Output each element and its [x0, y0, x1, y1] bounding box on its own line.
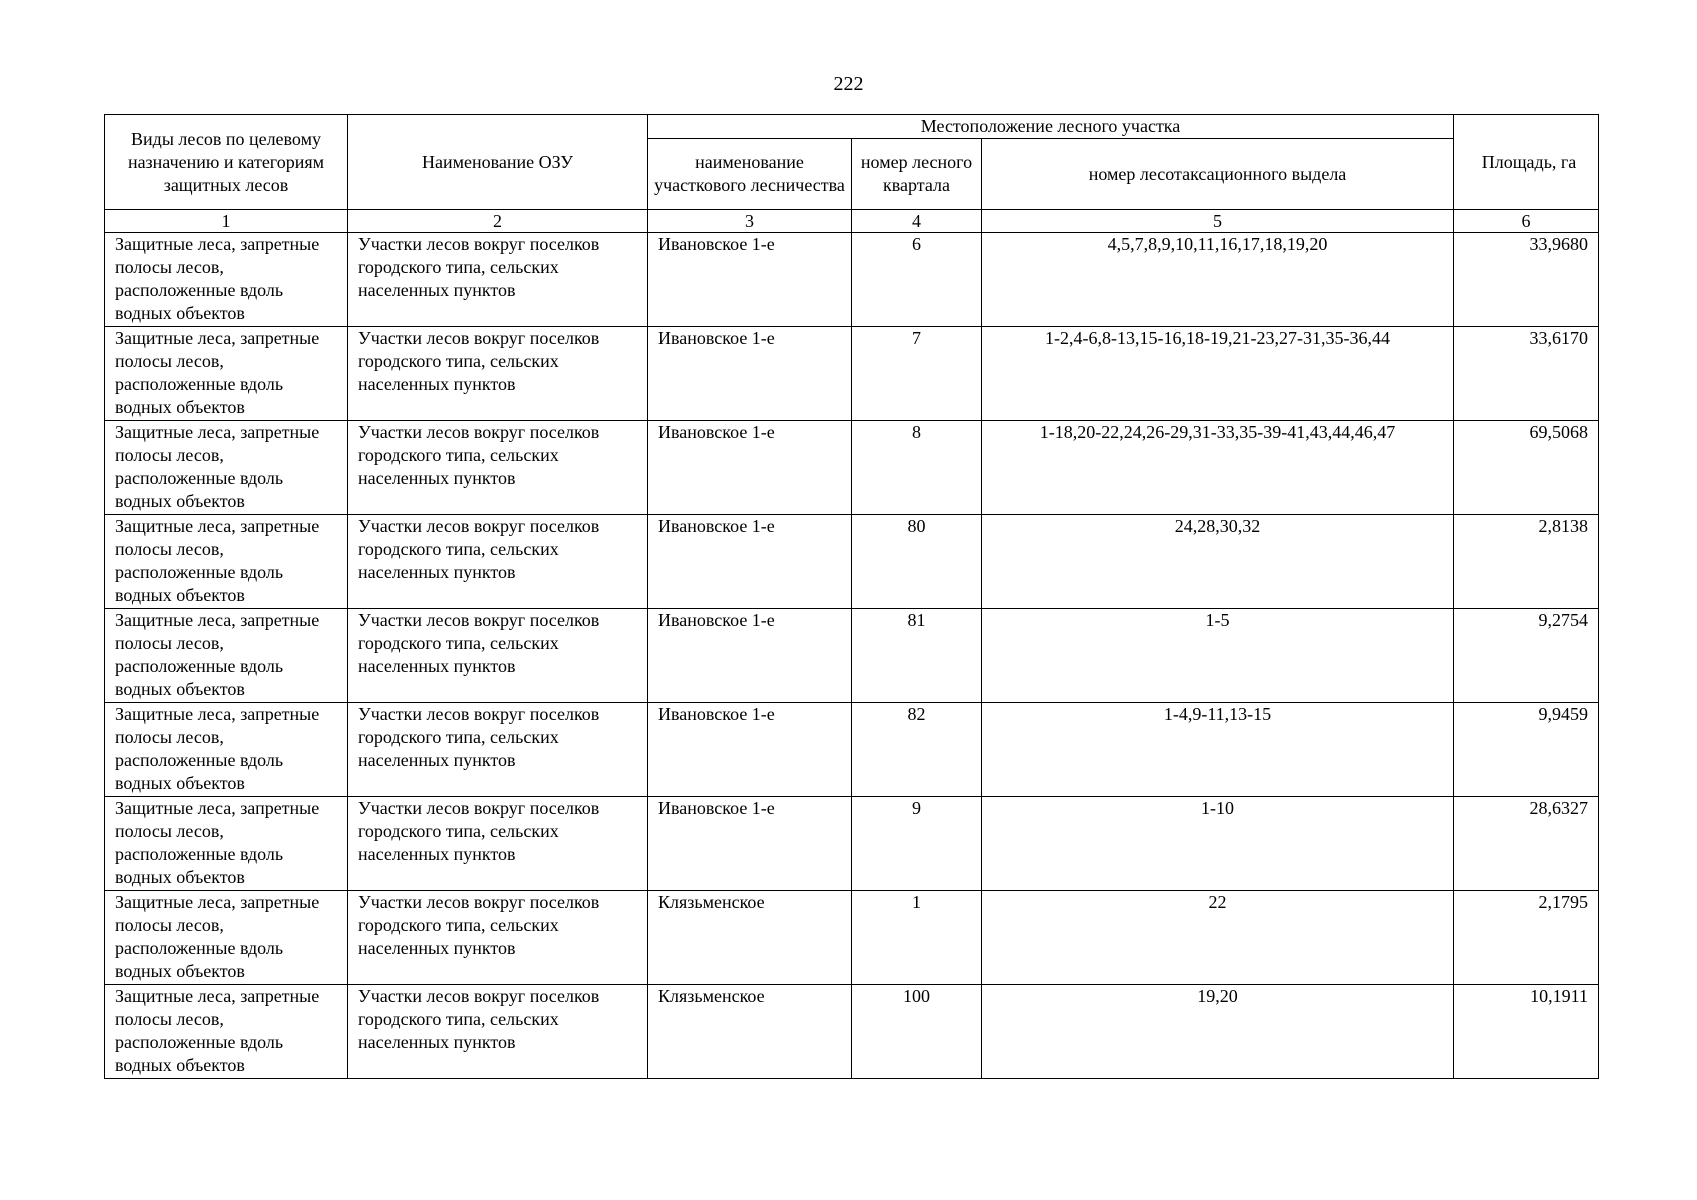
forestry-name-cell: Ивановское 1-е: [648, 797, 852, 891]
table-row: [105, 703, 1599, 797]
forestry-name-cell: Ивановское 1-е: [648, 233, 852, 327]
column-number: 5: [982, 210, 1454, 233]
forest-type-cell: Защитные леса, запретные полосы лесов, расположенные вдоль водных объектов: [105, 703, 348, 797]
table-row: [105, 891, 1599, 985]
ozu-name-cell: Участки лесов вокруг поселков городского типа, сельских населенных пунктов: [348, 985, 648, 1079]
page-number: 222: [833, 73, 864, 95]
area-cell: 2,1795: [1454, 891, 1599, 985]
area-cell: 33,9680: [1454, 233, 1599, 327]
area-cell: 33,6170: [1454, 327, 1599, 421]
forest-type-cell: Защитные леса, запретные полосы лесов, расположенные вдоль водных объектов: [105, 421, 348, 515]
quarter-number-cell: 82: [852, 703, 982, 797]
column-number: 3: [648, 210, 852, 233]
area-cell: 9,9459: [1454, 703, 1599, 797]
table-row: [105, 233, 1599, 327]
forest-type-cell: Защитные леса, запретные полосы лесов, расположенные вдоль водных объектов: [105, 327, 348, 421]
header-allotment-number: номер лесотаксационного выдела: [982, 139, 1454, 210]
header-quarter-number: номер лесного квартала: [852, 139, 982, 210]
ozu-name-cell: Участки лесов вокруг поселков городского типа, сельских населенных пунктов: [348, 703, 648, 797]
allotment-number-cell: 1-4,9-11,13-15: [982, 703, 1454, 797]
area-cell: 28,6327: [1454, 797, 1599, 891]
allotment-number-cell: 24,28,30,32: [982, 515, 1454, 609]
column-number: 1: [105, 210, 348, 233]
forest-type-cell: Защитные леса, запретные полосы лесов, расположенные вдоль водных объектов: [105, 891, 348, 985]
allotment-number-cell: 1-5: [982, 609, 1454, 703]
table-row: [105, 797, 1599, 891]
quarter-number-cell: 80: [852, 515, 982, 609]
column-number: 4: [852, 210, 982, 233]
quarter-number-cell: 81: [852, 609, 982, 703]
forest-type-cell: Защитные леса, запретные полосы лесов, расположенные вдоль водных объектов: [105, 985, 348, 1079]
table-row: [105, 985, 1599, 1079]
forestry-name-cell: Клязьменское: [648, 891, 852, 985]
forestry-name-cell: Ивановское 1-е: [648, 703, 852, 797]
ozu-name-cell: Участки лесов вокруг поселков городского типа, сельских населенных пунктов: [348, 327, 648, 421]
quarter-number-cell: 6: [852, 233, 982, 327]
forest-type-cell: Защитные леса, запретные полосы лесов, расположенные вдоль водных объектов: [105, 233, 348, 327]
forest-type-cell: Защитные леса, запретные полосы лесов, расположенные вдоль водных объектов: [105, 797, 348, 891]
column-number-row: [105, 210, 1599, 233]
ozu-name-cell: Участки лесов вокруг поселков городского типа, сельских населенных пунктов: [348, 421, 648, 515]
quarter-number-cell: 9: [852, 797, 982, 891]
table-row: [105, 609, 1599, 703]
table-row: [105, 327, 1599, 421]
header-ozu-name: Наименование ОЗУ: [348, 115, 648, 210]
header-row: [105, 115, 1599, 139]
header-area: Площадь, га: [1454, 115, 1599, 210]
allotment-number-cell: 4,5,7,8,9,10,11,16,17,18,19,20: [982, 233, 1454, 327]
forest-table: [104, 114, 1599, 1079]
ozu-name-cell: Участки лесов вокруг поселков городского типа, сельских населенных пунктов: [348, 515, 648, 609]
header-forestry-name: наименование участкового лесничества: [648, 139, 852, 210]
forest-type-cell: Защитные леса, запретные полосы лесов, расположенные вдоль водных объектов: [105, 515, 348, 609]
column-number: 2: [348, 210, 648, 233]
allotment-number-cell: 1-18,20-22,24,26-29,31-33,35-39-41,43,44,46,47: [982, 421, 1454, 515]
header-location-group: Местоположение лесного участка: [648, 115, 1454, 139]
quarter-number-cell: 8: [852, 421, 982, 515]
quarter-number-cell: 100: [852, 985, 982, 1079]
forestry-name-cell: Ивановское 1-е: [648, 327, 852, 421]
allotment-number-cell: 22: [982, 891, 1454, 985]
area-cell: 9,2754: [1454, 609, 1599, 703]
table-row: [105, 421, 1599, 515]
allotment-number-cell: 19,20: [982, 985, 1454, 1079]
table-row: [105, 515, 1599, 609]
forestry-name-cell: Клязьменское: [648, 985, 852, 1079]
forestry-name-cell: Ивановское 1-е: [648, 515, 852, 609]
forestry-name-cell: Ивановское 1-е: [648, 609, 852, 703]
allotment-number-cell: 1-10: [982, 797, 1454, 891]
forest-type-cell: Защитные леса, запретные полосы лесов, расположенные вдоль водных объектов: [105, 609, 348, 703]
column-number: 6: [1454, 210, 1599, 233]
ozu-name-cell: Участки лесов вокруг поселков городского типа, сельских населенных пунктов: [348, 609, 648, 703]
quarter-number-cell: 1: [852, 891, 982, 985]
quarter-number-cell: 7: [852, 327, 982, 421]
area-cell: 10,1911: [1454, 985, 1599, 1079]
forestry-name-cell: Ивановское 1-е: [648, 421, 852, 515]
ozu-name-cell: Участки лесов вокруг поселков городского типа, сельских населенных пунктов: [348, 797, 648, 891]
area-cell: 2,8138: [1454, 515, 1599, 609]
header-forest-type: Виды лесов по целевому назначению и категориям защитных лесов: [105, 115, 348, 210]
allotment-number-cell: 1-2,4-6,8-13,15-16,18-19,21-23,27-31,35-36,44: [982, 327, 1454, 421]
ozu-name-cell: Участки лесов вокруг поселков городского типа, сельских населенных пунктов: [348, 891, 648, 985]
ozu-name-cell: Участки лесов вокруг поселков городского типа, сельских населенных пунктов: [348, 233, 648, 327]
area-cell: 69,5068: [1454, 421, 1599, 515]
